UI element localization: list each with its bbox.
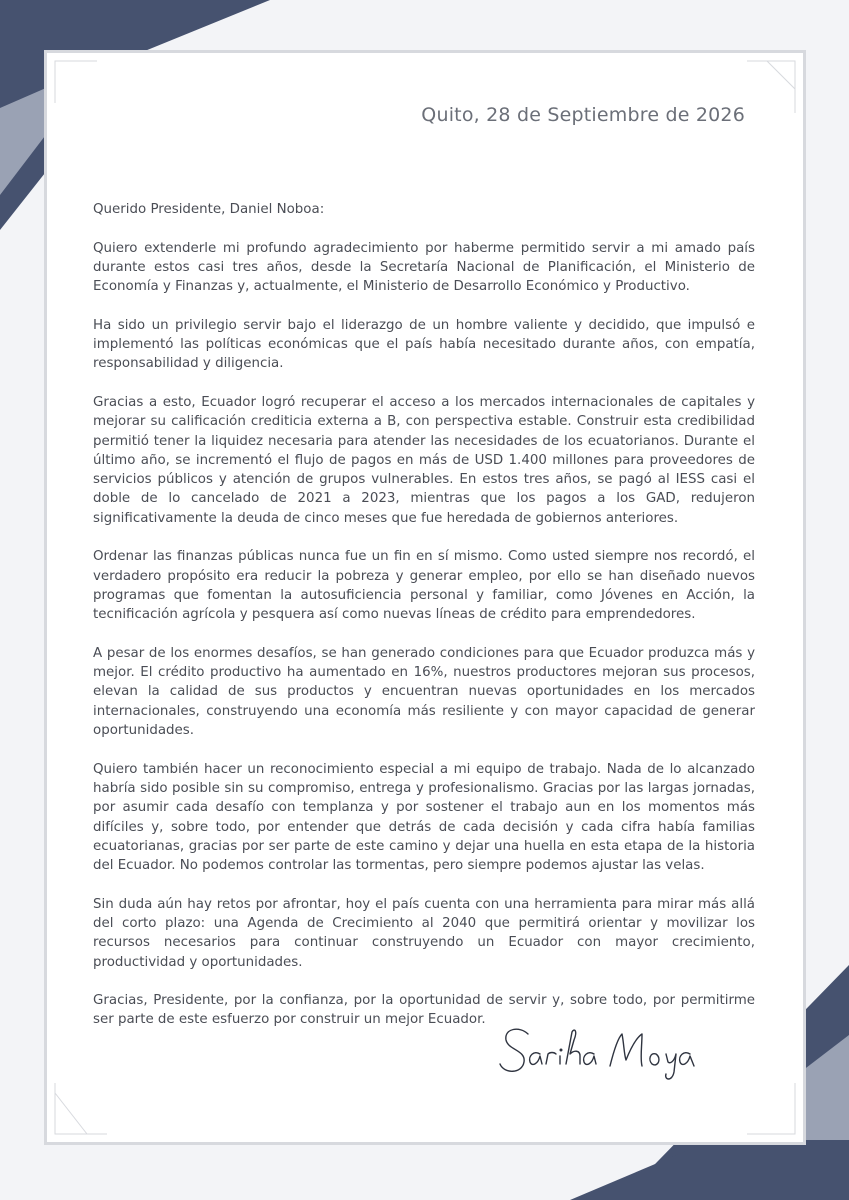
paragraph-6: Quiero también hacer un reconocimiento especial a mi equipo de trabajo. Nada de lo alcanzado habría sido posible sin su compromiso, entrega y profesionalismo. Gracias por las largas jornadas, por asumir cada desafío con templanza y por sostener el trabajo aun en los momentos más difíciles y, sobre todo, por entender que detrás de cada decisión y cada cifra había familias ecuatorianas, gracias por ser parte de este camino y dejar una huella en esta etapa de la historia del Ecuador. No podemos controlar las tormentas, pero siempre podemos ajustar las velas.	[93, 761, 755, 874]
paragraph-3: Gracias a esto, Ecuador logró recuperar el acceso a los mercados internacionales de capitales y mejorar su calificación crediticia externa a B, con perspectiva estable. Construir esta credibilidad permitió tener la liquidez necesaria para atender las necesidades de los ecuatorianos. Durante el último año, se incrementó el flujo de pagos en más de USD 1.400 millones para proveedores de servicios públicos y atención de grupos vulnerables. En estos tres años, se pagó al IESS casi el doble de lo cancelado de 2021 a 2023, mientras que los pagos a los GAD, redujeron significativamente la deuda de cinco meses que fue heredada de gobiernos anteriores.	[93, 394, 755, 526]
letter-body	[93, 200, 755, 1049]
paragraph-1: Quiero extenderle mi profundo agradecimiento por haberme permitido servir a mi amado país durante estos casi tres años, desde la Secretaría Nacional de Planificación, el Ministerio de Economía y Finanzas y, actualmente, el Ministerio de Desarrollo Económico y Productivo.	[93, 240, 755, 295]
paragraph-7: Sin duda aún hay retos por afrontar, hoy el país cuenta con una herramienta para mirar más allá del corto plazo: una Agenda de Crecimiento al 2040 que permitirá orientar y movilizar los recursos necesarios para continuar construyendo un Ecuador con mayor crecimiento, productividad y oportunidades.	[93, 896, 755, 970]
paragraph-5: A pesar de los enormes desafíos, se han generado condiciones para que Ecuador produzca más y mejor. El crédito productivo ha aumentado en 16%, nuestros productores mejoran sus procesos, elevan la calidad de sus productos y encuentran nuevas oportunidades en los mercados internacionales, construyendo una economía más resiliente y con mayor capacidad de generar oportunidades.	[93, 645, 755, 739]
paragraph-4: Ordenar las finanzas públicas nunca fue un fin en sí mismo. Como usted siempre nos recordó, el verdadero propósito era reducir la pobreza y generar empleo, por ello se han diseñado nuevos programas que fomentan la autosuficiencia personal y familiar, como Jóvenes en Acción, la tecnificación agrícola y pesquera así como nuevas líneas de crédito para emprendedores.	[93, 549, 755, 623]
bottom-right-navy-band	[570, 1140, 849, 1200]
letter-date: Quito, 28 de Septiembre de 2026	[421, 104, 745, 126]
letter-greeting: Querido Presidente, Daniel Noboa:	[93, 202, 325, 217]
handwritten-signature	[470, 1020, 730, 1090]
paragraph-2: Ha sido un privilegio servir bajo el liderazgo de un hombre valiente y decidido, que impulsó e implementó las políticas económicas que el país había necesitado durante años, con empatía, responsabilidad y diligencia.	[93, 317, 755, 372]
paragraph-8: Gracias, Presidente, por la confianza, por la oportunidad de servir y, sobre todo, por permitirme ser parte de este esfuerzo por construir un mejor Ecuador.	[93, 993, 755, 1028]
